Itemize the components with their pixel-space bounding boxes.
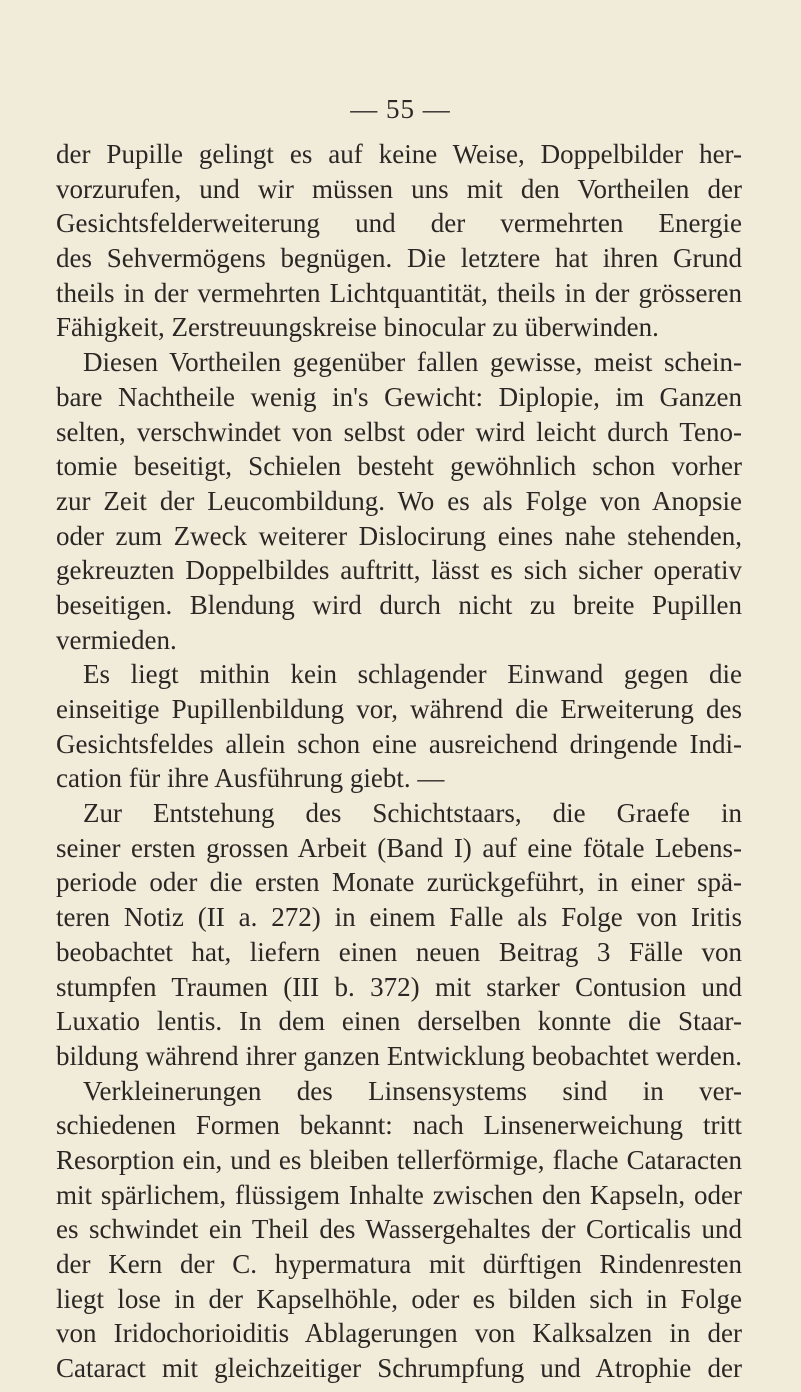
text-line: beseitigen. Blendung wird durch nicht zu breite Pupillen xyxy=(56,589,742,620)
text-line: periode oder die ersten Monate zurückgeführt, in einer spä- xyxy=(56,867,742,898)
text-line: Luxatio lentis. In dem einen derselben konnte die Staar- xyxy=(56,1006,742,1037)
text-line: Verkleinerungen des Linsensystems sind in ver- xyxy=(83,1075,742,1106)
text-line: stumpfen Traumen (III b. 372) mit starker Contusion und xyxy=(56,971,742,1002)
text-line: teren Notiz (II a. 272) in einem Falle als Folge von Iritis xyxy=(56,902,742,933)
text-line: des Sehvermögens begnügen. Die letztere hat ihren Grund xyxy=(56,243,742,274)
page-number: — 55 — xyxy=(350,94,451,124)
text-line: der Kern der C. hypermatura mit dürftigen Rindenresten xyxy=(56,1249,742,1279)
text-line: selten, verschwindet von selbst oder wird leicht durch Teno- xyxy=(56,416,742,447)
text-line: cation für ihre Ausführung giebt. — xyxy=(56,763,445,794)
text-line: gekreuzten Doppelbildes auftritt, lässt es sich sicher operativ xyxy=(56,555,742,586)
text-line: von Iridochorioiditis Ablagerungen von Kalksalzen in der xyxy=(56,1318,742,1349)
text-line: liegt lose in der Kapselhöhle, oder es bilden sich in Folge xyxy=(56,1283,742,1314)
text-line: Cataract mit gleichzeitiger Schrumpfung und Atrophie der xyxy=(56,1353,742,1384)
text-line: es schwindet ein Theil des Wassergehaltes der Corticalis und xyxy=(56,1214,742,1245)
text-line: Resorption ein, und es bleiben tellerförmige, flache Cataracten xyxy=(56,1144,742,1175)
text-line: tomie beseitigt, Schielen besteht gewöhnlich schon vorher xyxy=(56,451,742,482)
text-line: Zur Entstehung des Schichtstaars, die Graefe in xyxy=(83,798,742,829)
text-line: schiedenen Formen bekannt: nach Linsenerweichung tritt xyxy=(56,1110,742,1141)
text-line: bildung während ihrer ganzen Entwicklung beobachtet werden. xyxy=(56,1040,742,1071)
text-line: oder zum Zweck weiterer Dislocirung eines nahe stehenden, xyxy=(56,520,742,551)
text-line: Diesen Vortheilen gegenüber fallen gewisse, meist schein- xyxy=(83,347,742,378)
body-text xyxy=(56,137,742,1386)
text-line: bare Nachtheile wenig in's Gewicht: Diplopie, im Ganzen xyxy=(56,381,742,412)
text-line: Es liegt mithin kein schlagender Einwand gegen die xyxy=(83,659,742,690)
text-line: Gesichtsfelderweiterung und der vermehrten Energie xyxy=(56,208,742,239)
text-line: beobachtet hat, liefern einen neuen Beitrag 3 Fälle von xyxy=(56,936,742,967)
text-line: einseitige Pupillenbildung vor, während die Erweiterung des xyxy=(56,694,742,724)
text-line: seiner ersten grossen Arbeit (Band I) auf eine fötale Lebens- xyxy=(56,832,742,863)
text-line: theils in der vermehrten Lichtquantität, theils in der grösseren xyxy=(56,277,742,308)
text-line: der Pupille gelingt es auf keine Weise, Doppelbilder her- xyxy=(56,139,742,169)
text-line: vorzurufen, und wir müssen uns mit den Vortheilen der xyxy=(56,173,742,204)
text-line: zur Zeit der Leucombildung. Wo es als Folge von Anopsie xyxy=(56,485,742,516)
text-line: vermieden. xyxy=(56,624,177,655)
text-line: Fähigkeit, Zerstreuungskreise binocular zu überwinden. xyxy=(56,312,659,343)
text-line: Gesichtsfeldes allein schon eine ausreichend dringende Indi- xyxy=(56,728,742,759)
text-line: mit spärlichem, flüssigem Inhalte zwischen den Kapseln, oder xyxy=(56,1179,742,1210)
